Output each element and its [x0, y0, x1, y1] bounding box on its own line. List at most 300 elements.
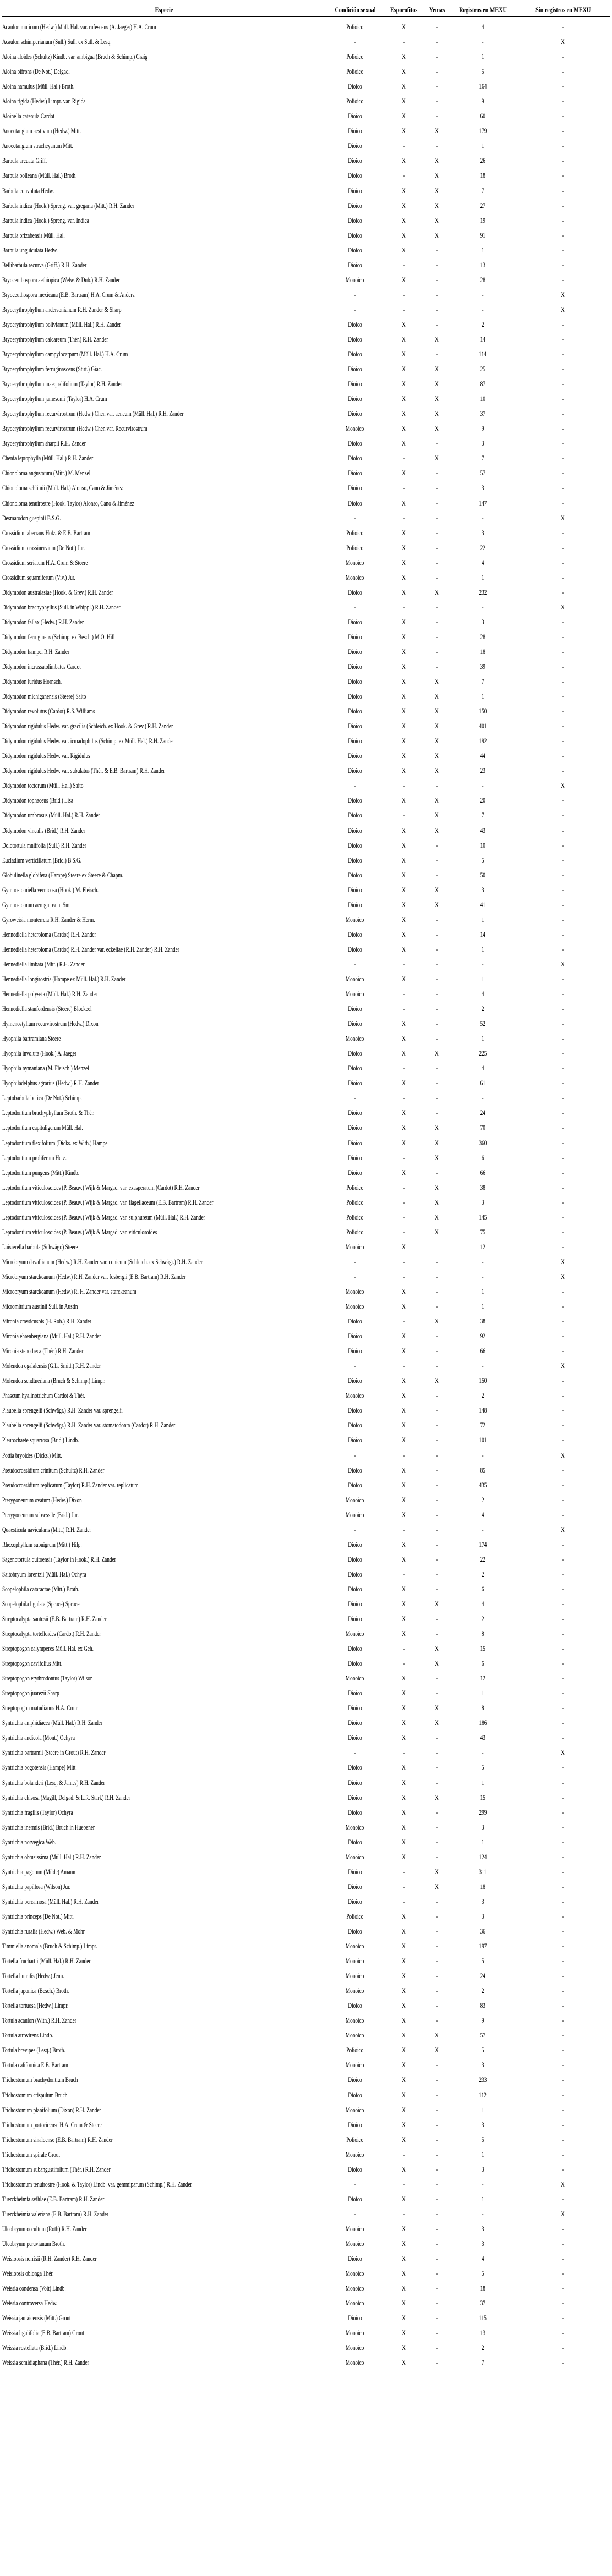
no-mexu-records: -	[562, 1570, 564, 1578]
no-mexu-records-cell	[516, 1403, 610, 1418]
species-name-cell	[2, 2341, 326, 2355]
sexual-condition: Dioico	[348, 320, 362, 328]
no-mexu-records: -	[562, 1942, 564, 1951]
no-mexu-records-cell	[516, 2088, 610, 2103]
sexual-condition: Dioico	[348, 157, 362, 165]
mexu-records-cell	[450, 719, 516, 734]
species-name-cell	[2, 20, 326, 35]
table-row	[2, 615, 610, 630]
sexual-condition-cell	[326, 481, 384, 496]
sexual-condition-cell	[326, 1880, 384, 1894]
species-name: Leptodontium capituligerum Müll. Hal.	[2, 1124, 83, 1132]
mexu-records: 44	[480, 752, 486, 760]
gemmae: -	[436, 1853, 438, 1861]
species-name: Syntrichia andicola (Mont.) Ochyra	[2, 1734, 75, 1742]
species-name: Syntrichia norvegica Web.	[2, 1838, 56, 1846]
sporophytes: X	[402, 1808, 406, 1816]
mexu-records-cell	[450, 913, 516, 927]
mexu-records-cell	[450, 2147, 516, 2162]
species-name-cell	[2, 868, 326, 883]
mexu-records: 3	[482, 1897, 484, 1905]
no-mexu-records-cell	[516, 139, 610, 153]
species-name-cell	[2, 1166, 326, 1180]
no-mexu-records: X	[561, 2180, 565, 2188]
gemmae-cell	[424, 1998, 450, 2013]
mexu-records-cell	[450, 883, 516, 898]
no-mexu-records-cell	[516, 1656, 610, 1671]
sporophytes-cell	[384, 1210, 424, 1225]
mexu-records: 85	[480, 1466, 486, 1474]
sporophytes: X	[402, 618, 406, 626]
sporophytes: X	[402, 856, 406, 864]
sexual-condition: Dioico	[348, 647, 362, 656]
mexu-records: 5	[482, 2135, 484, 2144]
sexual-condition: Dioico	[348, 1734, 362, 1742]
species-name: Barbula orizabensis Müll. Hal.	[2, 231, 65, 239]
sporophytes-cell	[384, 1627, 424, 1641]
sexual-condition-cell	[326, 1017, 384, 1031]
mexu-records-cell	[450, 645, 516, 660]
gemmae-cell	[424, 1954, 450, 1969]
sexual-condition: Dioico	[348, 201, 362, 210]
species-name-cell	[2, 288, 326, 303]
sexual-condition-cell	[326, 1820, 384, 1835]
species-name-cell	[2, 1463, 326, 1478]
no-mexu-records: -	[562, 811, 564, 820]
gemmae-cell	[424, 2326, 450, 2341]
mexu-records: -	[482, 290, 484, 299]
gemmae-cell	[424, 704, 450, 719]
no-mexu-records: -	[562, 1764, 564, 1772]
table-row	[2, 35, 610, 50]
no-mexu-records: -	[562, 900, 564, 909]
no-mexu-records: -	[562, 1778, 564, 1787]
sporophytes: X	[402, 2270, 406, 2278]
gemmae-cell	[424, 1493, 450, 1508]
mexu-records: 28	[480, 276, 486, 284]
no-mexu-records-cell	[516, 109, 610, 124]
no-mexu-records: -	[562, 246, 564, 254]
species-name: Hennediella heteroloma (Cardot) R.H. Zander var. eckeliae (R.H. Zander) R.H. Zander	[2, 945, 179, 953]
sporophytes: X	[402, 2165, 406, 2173]
species-name-cell	[2, 674, 326, 689]
sexual-condition: Monoico	[346, 2225, 364, 2233]
species-name: Globulinella globifera (Hampe) Steere ex Steere & Chapm.	[2, 871, 123, 879]
no-mexu-records-cell	[516, 1731, 610, 1745]
sporophytes-cell	[384, 585, 424, 600]
mexu-records-cell	[450, 1760, 516, 1775]
gemmae: X	[435, 826, 439, 834]
no-mexu-records-cell	[516, 1329, 610, 1344]
sexual-condition-cell	[326, 1776, 384, 1790]
sporophytes-cell	[384, 1776, 424, 1790]
mexu-records: 3	[482, 2061, 484, 2069]
species-name: Chionoloma angustatum (Mitt.) M. Menzel	[2, 469, 91, 477]
mexu-records: 4	[482, 990, 484, 998]
gemmae-cell	[424, 1002, 450, 1017]
species-name: Didymodon michiganensis (Steere) Saito	[2, 693, 86, 701]
no-mexu-records: -	[562, 707, 564, 716]
table-row	[2, 213, 610, 228]
header-label: Esporofitos	[390, 5, 418, 14]
gemmae: -	[436, 1347, 438, 1355]
no-mexu-records: -	[562, 186, 564, 195]
sporophytes: X	[402, 395, 406, 403]
sporophytes: X	[402, 2344, 406, 2352]
sexual-condition-cell	[326, 2341, 384, 2355]
sexual-condition-cell	[326, 808, 384, 823]
sexual-condition: Dioico	[348, 1868, 362, 1876]
gemmae: X	[435, 454, 439, 463]
table-row	[2, 1344, 610, 1359]
mexu-records: 1	[482, 1778, 484, 1787]
header-yemas	[424, 3, 450, 17]
species-name: Syntrichia papillosa (Wilson) Jur.	[2, 1882, 70, 1891]
table-row	[2, 1076, 610, 1091]
species-name: Leptodontium pungens (Mitt.) Kindb.	[2, 1168, 80, 1177]
no-mexu-records: -	[562, 2284, 564, 2293]
gemmae-cell	[424, 2028, 450, 2043]
no-mexu-records-cell	[516, 1448, 610, 1463]
mexu-records-cell	[450, 466, 516, 481]
sexual-condition: Dioico	[348, 335, 362, 343]
table-row	[2, 451, 610, 466]
gemmae-cell	[424, 168, 450, 183]
mexu-records-cell	[450, 1656, 516, 1671]
gemmae: X	[435, 1154, 439, 1162]
mexu-records-cell	[450, 689, 516, 704]
sporophytes-cell	[384, 808, 424, 823]
species-name: Hennediella longirostris (Hampe ex Müll. Hal.) R.H. Zander	[2, 975, 126, 983]
gemmae-cell	[424, 2355, 450, 2370]
sporophytes-cell	[384, 1850, 424, 1865]
mexu-records: 7	[482, 2359, 484, 2367]
gemmae: -	[436, 1257, 438, 1266]
sexual-condition: Dioico	[348, 1585, 362, 1593]
species-name-cell	[2, 541, 326, 556]
mexu-records: 5	[482, 1957, 484, 1965]
gemmae: -	[436, 1421, 438, 1430]
sporophytes: -	[403, 1198, 405, 1206]
no-mexu-records: -	[562, 53, 564, 61]
no-mexu-records: -	[562, 1912, 564, 1920]
mexu-records-cell	[450, 2222, 516, 2237]
no-mexu-records: -	[562, 201, 564, 210]
mexu-records-cell	[450, 1388, 516, 1403]
sporophytes-cell	[384, 1329, 424, 1344]
table-row	[2, 2222, 610, 2237]
gemmae: -	[436, 23, 438, 31]
sporophytes: -	[403, 811, 405, 820]
sporophytes: X	[402, 871, 406, 879]
sporophytes: X	[402, 1377, 406, 1385]
gemmae-cell	[424, 213, 450, 228]
table-row	[2, 407, 610, 421]
sporophytes-cell	[384, 1403, 424, 1418]
species-name: Streptopogon matudianus H.A. Crum	[2, 1704, 79, 1712]
no-mexu-records-cell	[516, 496, 610, 511]
mexu-records: 2	[482, 1005, 484, 1013]
species-name: Syntrichia bartramii (Steere in Grout) R.H. Zander	[2, 1749, 106, 1757]
species-name: Weissia semidiaphana (Thér.) R.H. Zander	[2, 2359, 89, 2367]
no-mexu-records-cell	[516, 868, 610, 883]
gemmae-cell	[424, 1195, 450, 1210]
species-name-cell	[2, 838, 326, 853]
no-mexu-records-cell	[516, 243, 610, 258]
sporophytes: X	[402, 410, 406, 418]
species-name: Weisiopsis norrisii (R.H. Zander) R.H. Zander	[2, 2255, 97, 2263]
gemmae: -	[436, 246, 438, 254]
mexu-records: 1	[482, 2150, 484, 2158]
species-name: Gyroweisia monterreia R.H. Zander & Herm.	[2, 915, 95, 924]
sporophytes-cell	[384, 987, 424, 1002]
sporophytes-cell	[384, 273, 424, 288]
no-mexu-records-cell	[516, 883, 610, 898]
no-mexu-records: -	[562, 1719, 564, 1727]
sexual-condition-cell	[326, 1627, 384, 1641]
species-name-cell	[2, 2326, 326, 2341]
gemmae-cell	[424, 1091, 450, 1106]
species-name-cell	[2, 2266, 326, 2281]
gemmae-cell	[424, 1523, 450, 1537]
mexu-records-cell	[450, 273, 516, 288]
species-name-cell	[2, 615, 326, 630]
gemmae-cell	[424, 585, 450, 600]
no-mexu-records-cell	[516, 1805, 610, 1820]
gemmae: X	[435, 752, 439, 760]
sexual-condition: Dioico	[348, 395, 362, 403]
mexu-records-cell	[450, 1537, 516, 1552]
sporophytes: X	[402, 722, 406, 730]
sporophytes-cell	[384, 1463, 424, 1478]
table-row	[2, 570, 610, 585]
table-row	[2, 1329, 610, 1344]
sexual-condition: -	[354, 1451, 356, 1459]
sporophytes-cell	[384, 1597, 424, 1612]
sporophytes: X	[402, 157, 406, 165]
no-mexu-records: -	[562, 1630, 564, 1638]
mexu-records-cell	[450, 734, 516, 749]
mexu-records: 15	[480, 1645, 486, 1653]
species-name-cell	[2, 377, 326, 392]
species-name: Leptodontium viticulosoides (P. Beauv.) Wijk & Margad. var. sulphureum (Müll. Hal.) R.H. Zander	[2, 1213, 205, 1221]
gemmae-cell	[424, 481, 450, 496]
mexu-records-cell	[450, 1180, 516, 1195]
mexu-records-cell	[450, 2058, 516, 2073]
no-mexu-records: -	[562, 930, 564, 938]
mexu-records: 1	[482, 53, 484, 61]
species-name: Weisiopsis oblonga Thér.	[2, 2270, 54, 2278]
no-mexu-records: X	[561, 1362, 565, 1370]
table-row	[2, 2088, 610, 2103]
no-mexu-records-cell	[516, 927, 610, 942]
sporophytes: -	[403, 142, 405, 150]
sporophytes: -	[403, 305, 405, 314]
gemmae: X	[435, 767, 439, 775]
sexual-condition-cell	[326, 719, 384, 734]
gemmae-cell	[424, 1359, 450, 1374]
species-name: Leptodontium brachyphyllum Broth. & Thér.	[2, 1109, 95, 1117]
no-mexu-records-cell	[516, 50, 610, 64]
mexu-records: 2	[482, 320, 484, 328]
sexual-condition: Dioico	[348, 1421, 362, 1430]
no-mexu-records: -	[562, 1094, 564, 1102]
no-mexu-records: -	[562, 1421, 564, 1430]
species-name: Bryoerythrophyllum recurvirostrum (Hedw.) Chen var. Recurvirostrum	[2, 425, 147, 433]
sexual-condition-cell	[326, 377, 384, 392]
sexual-condition: Dioico	[348, 1764, 362, 1772]
no-mexu-records: -	[562, 1064, 564, 1073]
species-name: Syntrichia chisosa (Magill, Delgad. & L.R. Stark) R.H. Zander	[2, 1793, 130, 1801]
gemmae-cell	[424, 228, 450, 243]
species-name-cell	[2, 1760, 326, 1775]
no-mexu-records: -	[562, 1496, 564, 1504]
species-name-cell	[2, 79, 326, 94]
no-mexu-records-cell	[516, 1314, 610, 1329]
species-name-cell	[2, 466, 326, 481]
sporophytes: X	[402, 2106, 406, 2114]
sexual-condition: Dioico	[348, 1808, 362, 1816]
mexu-records: 112	[479, 2091, 487, 2099]
no-mexu-records-cell	[516, 1582, 610, 1597]
table-row	[2, 332, 610, 347]
mexu-records-cell	[450, 868, 516, 883]
table-row	[2, 1612, 610, 1627]
sporophytes: -	[403, 2180, 405, 2188]
no-mexu-records: -	[562, 1972, 564, 1980]
no-mexu-records-cell	[516, 972, 610, 987]
sporophytes-cell	[384, 1939, 424, 1954]
species-name-cell	[2, 1374, 326, 1388]
sexual-condition: Monoico	[346, 2106, 364, 2114]
sporophytes-cell	[384, 853, 424, 868]
sporophytes-cell	[384, 303, 424, 317]
sexual-condition: Dioico	[348, 707, 362, 716]
sexual-condition: -	[354, 1272, 356, 1281]
table-row	[2, 421, 610, 436]
mexu-records: -	[482, 38, 484, 46]
sexual-condition-cell	[326, 258, 384, 273]
sexual-condition-cell	[326, 124, 384, 139]
no-mexu-records-cell	[516, 1924, 610, 1939]
sexual-condition: Dioico	[348, 1168, 362, 1177]
gemmae-cell	[424, 1017, 450, 1031]
sexual-condition-cell	[326, 2118, 384, 2133]
table-row	[2, 1374, 610, 1388]
sexual-condition: Dioico	[348, 1109, 362, 1117]
species-name-cell	[2, 2118, 326, 2133]
species-name-cell	[2, 1716, 326, 1731]
sporophytes-cell	[384, 1537, 424, 1552]
sporophytes-cell	[384, 1835, 424, 1850]
sporophytes-cell	[384, 1166, 424, 1180]
sporophytes-cell	[384, 2281, 424, 2296]
no-mexu-records: -	[562, 1213, 564, 1221]
sexual-condition: Dioico	[348, 618, 362, 626]
mexu-records: 25	[480, 365, 486, 374]
gemmae: -	[436, 305, 438, 314]
no-mexu-records-cell	[516, 942, 610, 957]
gemmae-cell	[424, 987, 450, 1002]
sexual-condition: Dioico	[348, 693, 362, 701]
sexual-condition: Dioico	[348, 440, 362, 448]
gemmae: X	[435, 410, 439, 418]
mexu-records: 148	[479, 1407, 487, 1415]
no-mexu-records: -	[562, 1957, 564, 1965]
no-mexu-records: -	[562, 1689, 564, 1698]
species-name: Trichostomum brachydontium Bruch	[2, 2076, 78, 2084]
sporophytes: X	[402, 915, 406, 924]
gemmae-cell	[424, 1270, 450, 1284]
mexu-records-cell	[450, 124, 516, 139]
gemmae-cell	[424, 1463, 450, 1478]
gemmae: -	[436, 1035, 438, 1043]
sporophytes-cell	[384, 139, 424, 153]
table-row	[2, 2118, 610, 2133]
sporophytes-cell	[384, 466, 424, 481]
gemmae: -	[436, 83, 438, 91]
sporophytes: X	[402, 1987, 406, 1995]
sexual-condition-cell	[326, 987, 384, 1002]
header-condicion-sexual	[326, 3, 384, 17]
gemmae: -	[436, 1615, 438, 1623]
mexu-records-cell	[450, 942, 516, 957]
mexu-records-cell	[450, 317, 516, 332]
sexual-condition-cell	[326, 526, 384, 541]
no-mexu-records: -	[562, 1183, 564, 1191]
sporophytes-cell	[384, 1865, 424, 1880]
no-mexu-records: -	[562, 1139, 564, 1147]
table-row	[2, 1865, 610, 1880]
gemmae-cell	[424, 1046, 450, 1061]
mexu-records-cell	[450, 20, 516, 35]
sexual-condition: Dioico	[348, 2076, 362, 2084]
sporophytes-cell	[384, 2073, 424, 2088]
mexu-records-cell	[450, 1909, 516, 1924]
no-mexu-records: -	[562, 1020, 564, 1028]
no-mexu-records-cell	[516, 2118, 610, 2133]
table-row	[2, 764, 610, 778]
mexu-records-cell	[450, 1359, 516, 1374]
gemmae-cell	[424, 719, 450, 734]
sexual-condition: Monoico	[346, 1942, 364, 1951]
sporophytes: X	[402, 1139, 406, 1147]
sporophytes-cell	[384, 1998, 424, 2013]
mexu-records: 12	[480, 1674, 486, 1683]
table-row	[2, 674, 610, 689]
species-name-cell	[2, 987, 326, 1002]
no-mexu-records-cell	[516, 2162, 610, 2177]
no-mexu-records: -	[562, 2314, 564, 2322]
sporophytes: X	[402, 2195, 406, 2203]
sexual-condition: Dioico	[348, 1139, 362, 1147]
sporophytes: X	[402, 112, 406, 120]
gemmae-cell	[424, 689, 450, 704]
gemmae-cell	[424, 615, 450, 630]
sporophytes: -	[403, 1094, 405, 1102]
sporophytes: X	[402, 499, 406, 507]
sexual-condition-cell	[326, 1612, 384, 1627]
mexu-records: 43	[480, 1734, 486, 1742]
no-mexu-records-cell	[516, 258, 610, 273]
gemmae-cell	[424, 1255, 450, 1270]
no-mexu-records-cell	[516, 1478, 610, 1493]
header-label: Yemas	[429, 5, 445, 14]
no-mexu-records: -	[562, 752, 564, 760]
sexual-condition-cell	[326, 421, 384, 436]
mexu-records-cell	[450, 808, 516, 823]
sexual-condition-cell	[326, 674, 384, 689]
